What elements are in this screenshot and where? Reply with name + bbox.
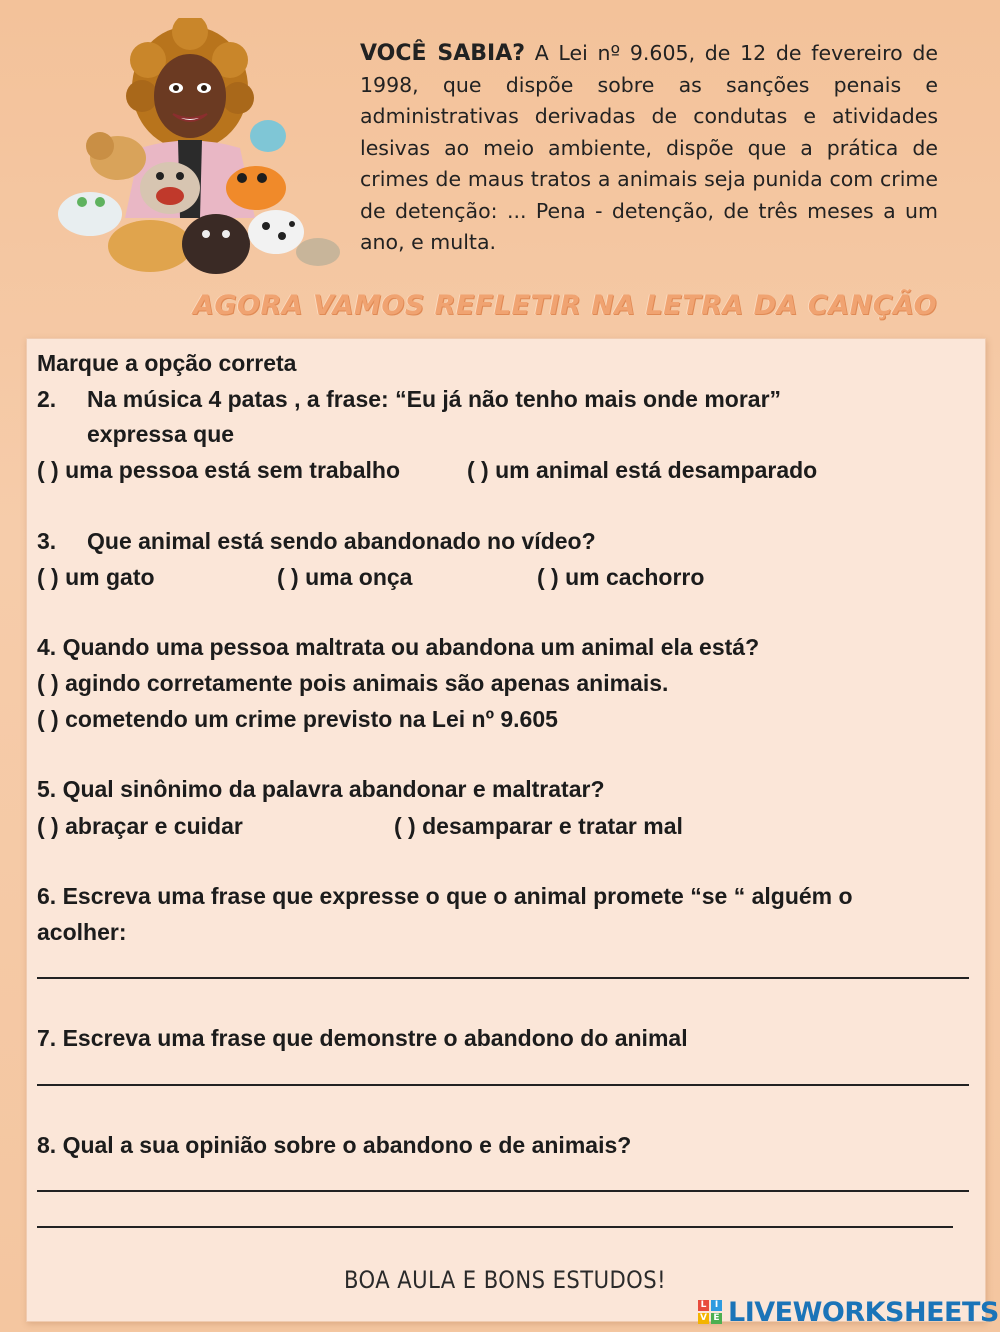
did-you-know-paragraph <box>360 38 938 259</box>
section-banner: AGORA VAMOS REFLETIR NA LETRA DA CANÇÃO <box>192 290 938 321</box>
q7-answer-line[interactable] <box>37 1084 969 1086</box>
liveworksheets-logo-icon <box>698 1300 722 1324</box>
q3-option-2[interactable]: ( ) uma onça <box>277 564 413 590</box>
question-3 <box>37 523 596 559</box>
q5-option-1[interactable]: ( ) abraçar e cuidar <box>37 813 243 839</box>
question-3-text: Que animal está sendo abandonado no vídeo? <box>87 528 596 554</box>
question-5: 5. Qual sinônimo da palavra abandonar e maltratar? <box>37 776 605 802</box>
instruction: Marque a opção correta <box>37 350 297 376</box>
question-2-number: 2. <box>37 386 57 412</box>
question-2 <box>37 381 781 417</box>
q8-answer-line-1[interactable] <box>37 1190 969 1192</box>
q6-answer-line[interactable] <box>37 977 969 979</box>
q3-option-3[interactable]: ( ) um cachorro <box>537 564 705 590</box>
logo-letter: V <box>698 1313 709 1324</box>
questions-card <box>26 338 986 1322</box>
q5-option-2[interactable]: ( ) desamparar e tratar mal <box>394 813 683 839</box>
liveworksheets-logo[interactable] <box>698 1296 999 1328</box>
logo-letter: L <box>698 1300 709 1311</box>
q4-option-1[interactable]: ( ) agindo corretamente pois animais são apenas animais. <box>37 670 669 696</box>
q8-answer-line-2[interactable] <box>37 1226 953 1228</box>
question-3-number: 3. <box>37 528 57 554</box>
footer-message: BOA AULA E BONS ESTUDOS! <box>344 1266 666 1294</box>
did-you-know-text: A Lei nº 9.605, de 12 de fevereiro de 1998, que dispõe sobre as sanções penais e administrativas derivadas de condutas e atividades lesivas ao meio ambiente, dispõe que a prática de crimes de maus tratos a animais seja punida com crime de detenção: ... Pena - detenção, de três meses a um ano, e multa. <box>360 41 938 254</box>
teacher-with-pets-illustration <box>30 18 340 280</box>
question-2-text-cont: expressa que <box>87 421 235 447</box>
question-4: 4. Quando uma pessoa maltrata ou abandona um animal ela está? <box>37 634 760 660</box>
logo-letter: I <box>711 1300 722 1311</box>
question-6-cont: acolher: <box>37 919 127 945</box>
question-2-text: Na música 4 patas , a frase: “Eu já não tenho mais onde morar” <box>87 386 782 412</box>
liveworksheets-wordmark: LIVEWORKSHEETS <box>728 1296 999 1328</box>
question-8: 8. Qual a sua opinião sobre o abandono e de animais? <box>37 1132 632 1158</box>
question-6: 6. Escreva uma frase que expresse o que o animal promete “se “ alguém o <box>37 883 853 909</box>
did-you-know-title: VOCÊ SABIA? <box>360 41 525 66</box>
question-7: 7. Escreva uma frase que demonstre o abandono do animal <box>37 1025 688 1051</box>
q3-option-1[interactable]: ( ) um gato <box>37 564 155 590</box>
logo-letter: E <box>711 1313 722 1324</box>
q2-option-2[interactable]: ( ) um animal está desamparado <box>467 457 818 483</box>
q2-option-1[interactable]: ( ) uma pessoa está sem trabalho <box>37 457 401 483</box>
q4-option-2[interactable]: ( ) cometendo um crime previsto na Lei nº 9.605 <box>37 706 558 732</box>
